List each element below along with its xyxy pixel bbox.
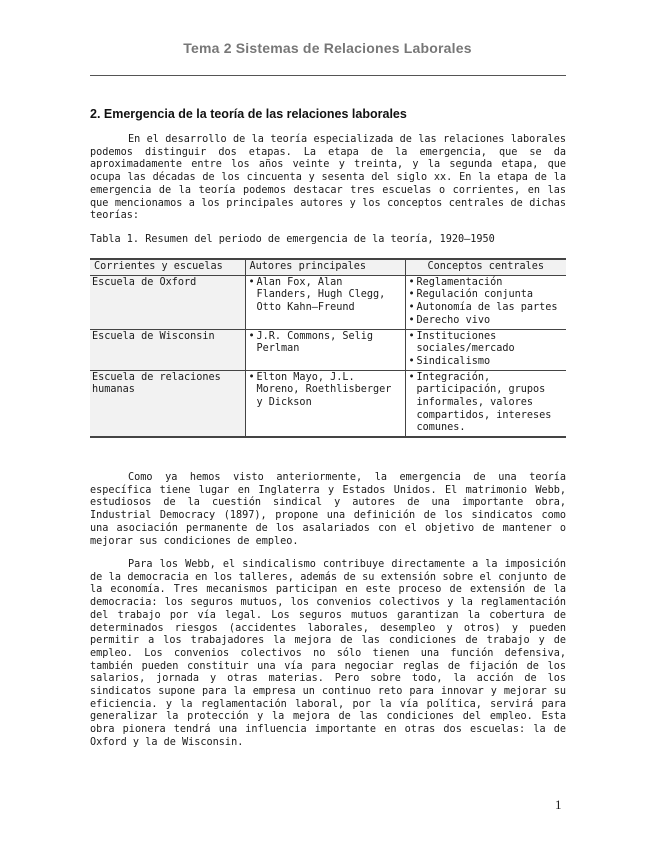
list-item: • Elton Mayo, J.L. Moreno, Roethlisberger y Dickson (248, 372, 403, 410)
column-header-autores: Autores principales (245, 259, 405, 275)
list-item: • Instituciones sociales/mercado (408, 331, 565, 356)
list-item: • Integración, participación, grupos informales, valores compartidos, intereses comunes. (408, 372, 565, 436)
cell-escuela: Escuela de Wisconsin (90, 329, 245, 370)
column-header-conceptos: Conceptos centrales (405, 259, 566, 275)
cell-autores (245, 370, 405, 437)
table-header-row (90, 259, 566, 275)
list-item: • J.R. Commons, Selig Perlman (248, 331, 403, 356)
table-row (90, 275, 566, 329)
list-item: • Alan Fox, Alan Flanders, Hugh Clegg, Otto Kahn–Freund (248, 277, 403, 315)
list-item: • Regulación conjunta (408, 289, 565, 302)
cell-conceptos (405, 370, 566, 437)
paragraph-intro: En el desarrollo de la teoría especializada de las relaciones laborales podemos distinguir dos etapas. La etapa de la emergencia, que se da aproximadamente entre los años veinte y treinta, y la segunda etapa, que ocupa las décadas de los cincuenta y sesenta del siglo xx. En la etapa de la emergencia de la teoría podemos destacar tres escuelas o corrientes, en las que mencionamos a los principales autores y los conceptos centrales de dichas teorías: (90, 134, 566, 222)
cell-conceptos (405, 329, 566, 370)
cell-escuela: Escuela de relaciones humanas (90, 370, 245, 437)
list-item: • Autonomía de las partes (408, 302, 565, 315)
table-row (90, 329, 566, 370)
page-number: 1 (555, 797, 562, 812)
summary-table (90, 258, 566, 438)
cell-escuela: Escuela de Oxford (90, 275, 245, 329)
column-header-corrientes: Corrientes y escuelas (90, 259, 245, 275)
section-title: 2. Emergencia de la teoría de las relaciones laborales (90, 107, 407, 121)
table-row (90, 370, 566, 437)
cell-autores (245, 329, 405, 370)
table-caption: Tabla 1. Resumen del periodo de emergencia de la teoría, 1920–1950 (90, 234, 495, 245)
list-item: • Reglamentación (408, 277, 565, 290)
header-divider (90, 75, 566, 76)
paragraph-webb: Como ya hemos visto anteriormente, la emergencia de una teoría específica tiene lugar en Inglaterra y Estados Unidos. El matrimonio Webb, estudiosos de la cuestión sindical y autores de una importante obra, Industrial Democracy (1897), propone una definición de los sindicatos como una asociación permanente de los asalariados con el objetivo de mantener o mejorar sus condiciones de empleo. (90, 472, 566, 547)
cell-conceptos (405, 275, 566, 329)
list-item: • Derecho vivo (408, 315, 565, 328)
paragraph-sindicalismo: Para los Webb, el sindicalismo contribuye directamente a la imposición de la democracia en los talleres, además de su extensión sobre el conjunto de la economía. Tres mecanismos participan en este proceso de extensión de la democracia: los seguros mutuos, los convenios colectivos y la reglamentación del trabajo por vía legal. Los seguros mutuos garantizan la cobertura de determinados riesgos (accidentes laborales, desempleo y otros) y pueden permitir a los trabajadores la mejora de las condiciones de trabajo y de empleo. Los convenios colectivos no sólo tienen una función defensiva, también pueden constituir una vía para negociar reglas de fijación de los salarios, jornada y otras materias. Pero sobre todo, la acción de los sindicatos supone para la empresa un continuo reto para innovar y mejorar su eficiencia. y la reglamentación laboral, por la vía política, servirá para generalizar la protección y la mejora de las condiciones del empleo. Esta obra pionera tendrá una influencia importante en otras dos escuelas: la de Oxford y la de Wisconsin. (90, 559, 566, 748)
cell-autores (245, 275, 405, 329)
list-item: • Sindicalismo (408, 356, 565, 369)
page-header-title: Tema 2 Sistemas de Relaciones Laborales (183, 40, 472, 56)
